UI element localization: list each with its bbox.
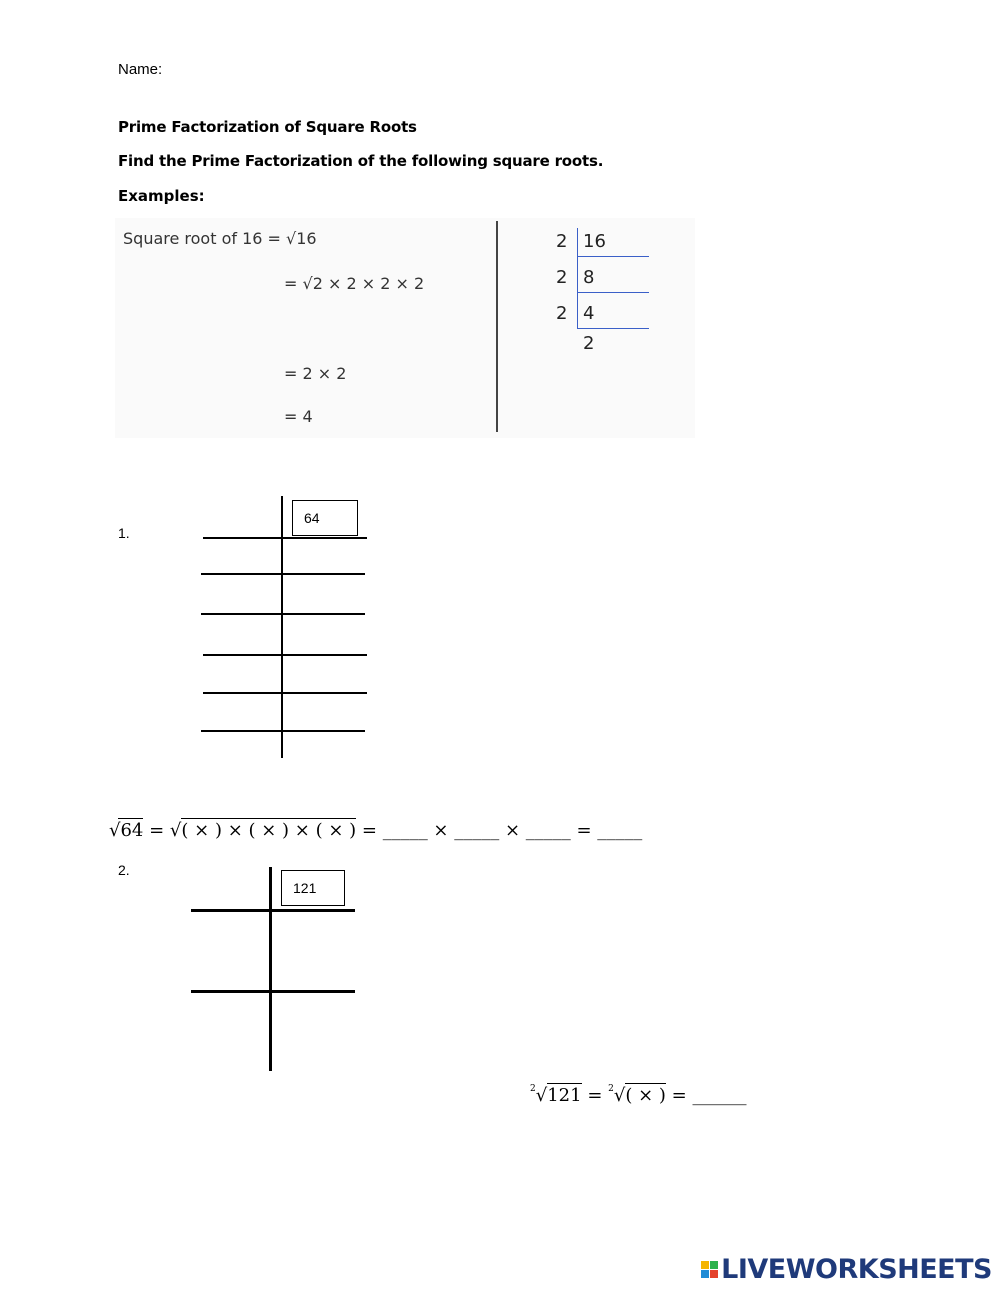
ladder-vertical-line xyxy=(281,496,283,758)
division-line xyxy=(577,292,649,293)
name-label: Name: xyxy=(118,61,163,78)
ladder-row-line xyxy=(201,730,365,732)
root-index: 2 xyxy=(608,1084,614,1094)
formula-1: √64 = √( × ) × ( × ) × ( × ) = _____ × _____ × _____ = _____ xyxy=(109,820,643,841)
ladder-row-line xyxy=(191,909,355,912)
ladder-row-line xyxy=(201,613,365,615)
example-line-1: Square root of 16 = √16 xyxy=(123,229,317,248)
start-value-box: 121 xyxy=(281,870,345,906)
division-line xyxy=(577,328,649,329)
ladder-row-line xyxy=(203,692,367,694)
formula-radicand: 64 xyxy=(120,820,144,841)
division-bar xyxy=(577,228,578,328)
formula-answer: = _____ × _____ × _____ = _____ xyxy=(361,820,643,841)
dividend: 4 xyxy=(583,303,595,324)
root-index: 2 xyxy=(530,1084,536,1094)
remainder: 2 xyxy=(583,333,595,354)
ladder-row-line xyxy=(191,990,355,993)
liveworksheets-logo xyxy=(701,1254,992,1285)
formula-inner: ( × ) × ( × ) × ( × ) xyxy=(181,820,357,841)
example-line-2: = √2 × 2 × 2 × 2 xyxy=(284,274,425,293)
divisor: 2 xyxy=(556,267,568,288)
problem-number: 2. xyxy=(118,862,130,878)
example-line-4: = 4 xyxy=(284,407,313,426)
example-divider xyxy=(496,221,498,432)
dividend: 16 xyxy=(583,231,606,252)
ladder-row-line xyxy=(201,573,365,575)
division-line xyxy=(577,256,649,257)
start-value-box: 64 xyxy=(292,500,358,536)
ladder-row-line xyxy=(203,537,367,539)
formula-2: $^2$√121 = $^2$√( × ) = ______ xyxy=(530,1084,747,1106)
dividend: 8 xyxy=(583,267,595,288)
divisor: 2 xyxy=(556,231,568,252)
problem-number: 1. xyxy=(118,525,130,541)
ladder-vertical-line xyxy=(269,867,272,1071)
formula-inner: ( × ) xyxy=(625,1085,666,1106)
example-line-3: = 2 × 2 xyxy=(284,364,347,383)
formula-radicand: 121 xyxy=(547,1085,582,1106)
formula-answer: = ______ xyxy=(671,1085,747,1106)
worksheet-title: Prime Factorization of Square Roots xyxy=(118,118,417,136)
ladder-row-line xyxy=(203,654,367,656)
divisor: 2 xyxy=(556,303,568,324)
examples-label: Examples: xyxy=(118,187,205,205)
logo-text: LIVEWORKSHEETS xyxy=(721,1254,992,1285)
logo-mark-icon xyxy=(701,1261,718,1278)
instructions: Find the Prime Factorization of the following square roots. xyxy=(118,152,604,170)
